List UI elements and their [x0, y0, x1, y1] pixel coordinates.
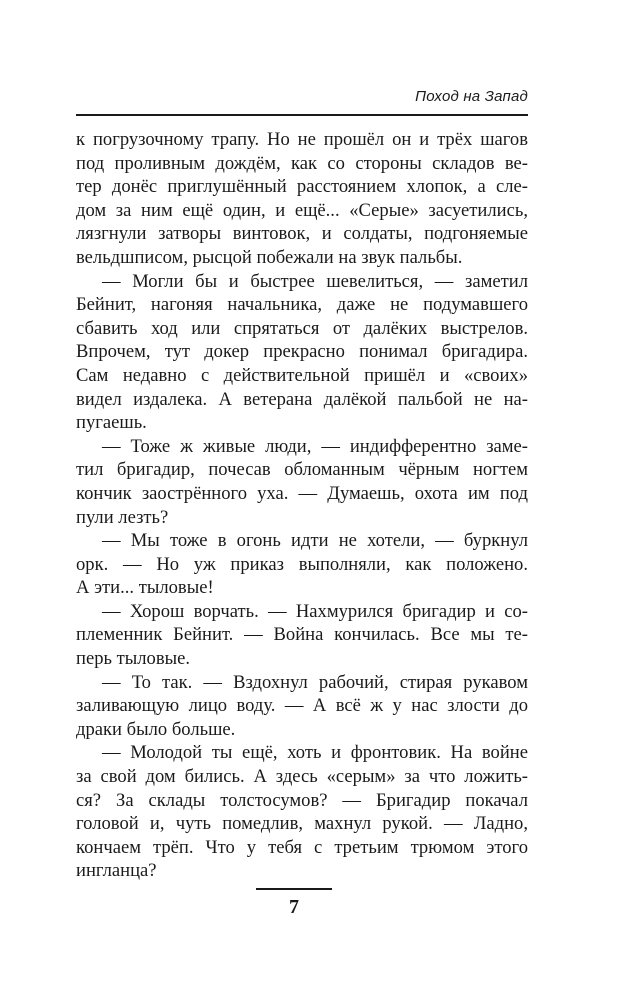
- header-rule: [76, 114, 528, 116]
- text-line: лязгнули затворы винтовок, и солдаты, подгоняемые: [76, 223, 528, 245]
- text-line: кончаем трёп. Что у тебя с третьим трюмом этого: [76, 836, 528, 858]
- footer-rule: [256, 888, 332, 890]
- text-line: А эти... тыловые!: [76, 577, 214, 599]
- page-number: 7: [289, 896, 299, 918]
- text-line: — Мы тоже в огонь идти не хотели, — буркнул: [102, 530, 528, 552]
- text-line: пули лезть?: [76, 506, 169, 528]
- text-line: под проливным дождём, как со стороны складов ве-: [76, 152, 528, 174]
- text-line: племенник Бейнит. — Война кончилась. Все мы те-: [76, 624, 528, 646]
- text-line: — Молодой ты ещё, хоть и фронтовик. На войне: [102, 742, 528, 764]
- text-line: ся? За склады толстосумов? — Бригадир покачал: [76, 789, 528, 811]
- text-line: вельдшписом, рысцой побежали на звук пальбы.: [76, 246, 463, 268]
- text-line: — Могли бы и быстрее шевелиться, — заметил: [102, 270, 528, 292]
- text-line: видел издалека. А ветерана далёкой пальбой не на-: [76, 388, 528, 410]
- text-line: заливающую лицо воду. — А всё ж у нас злости до: [76, 695, 528, 717]
- body-text: [76, 128, 528, 883]
- running-title: Поход на Запад: [415, 88, 528, 105]
- text-line: орк. — Но уж приказ выполняли, как положено.: [76, 553, 528, 575]
- text-line: Бейнит, нагоняя начальника, даже не подумавшего: [76, 294, 528, 316]
- text-line: за свой дом бились. А здесь «серым» за что ложить-: [76, 766, 528, 788]
- text-line: тил бригадир, почесав обломанным чёрным ногтем: [76, 459, 528, 481]
- text-line: кончик заострённого уха. — Думаешь, охота им под: [76, 482, 528, 504]
- text-line: ингланца?: [76, 860, 157, 882]
- text-line: сбавить ход или спрятаться от далёких выстрелов.: [76, 317, 528, 339]
- text-line: головой и, чуть помедлив, махнул рукой. — Ладно,: [76, 813, 528, 835]
- text-line: драки было больше.: [76, 718, 236, 740]
- text-line: тер донёс приглушённый расстоянием хлопок, а сле-: [76, 176, 528, 198]
- text-line: пугаешь.: [76, 412, 147, 434]
- text-line: — То так. — Вздохнул рабочий, стирая рукавом: [102, 671, 528, 693]
- text-line: дом за ним ещё один, и ещё... «Серые» засуетились,: [76, 199, 528, 221]
- text-line: Впрочем, тут докер прекрасно понимал бригадира.: [76, 341, 528, 363]
- text-line: — Тоже ж живые люди, — индифферентно заме-: [102, 435, 528, 457]
- text-line: перь тыловые.: [76, 648, 190, 670]
- text-line: — Хорош ворчать. — Нахмурился бригадир и со-: [102, 600, 528, 622]
- text-line: Сам недавно с действительной пришёл и «своих»: [76, 364, 528, 386]
- text-line: к погрузочному трапу. Но не прошёл он и трёх шагов: [76, 129, 528, 150]
